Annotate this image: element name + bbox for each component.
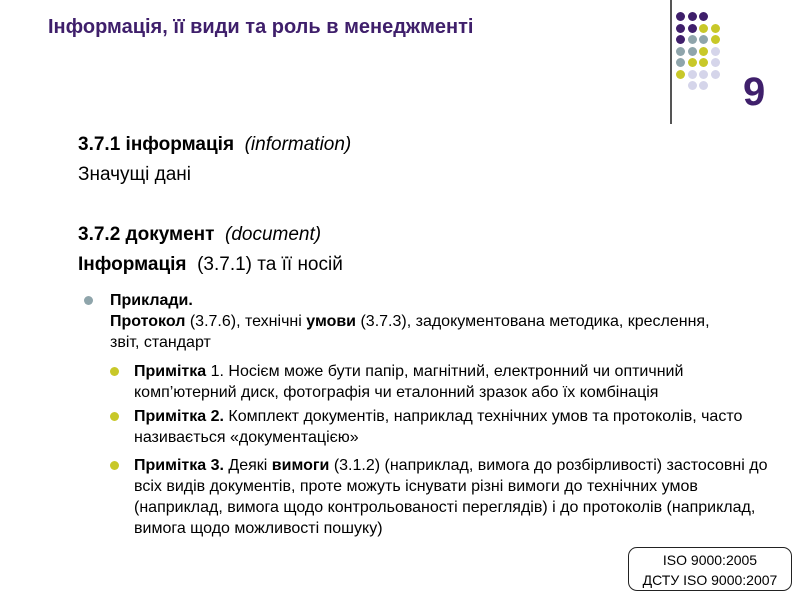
decor-dot	[688, 12, 697, 21]
note-2-label: Примітка 2.	[134, 408, 224, 425]
bullet-icon	[110, 412, 119, 421]
examples-bold-conditions: умови	[306, 313, 357, 330]
term2-english: (document)	[225, 224, 322, 245]
slide-title: Інформація, її види та роль в менеджменті	[48, 16, 474, 38]
decor-dot	[676, 12, 685, 21]
note-3-label: Примітка 3.	[134, 457, 224, 474]
note-item-1	[134, 361, 774, 403]
iso-line-1: ISO 9000:2005	[662, 552, 758, 568]
divider-line	[670, 0, 672, 124]
decor-dot	[699, 70, 708, 79]
decor-dot	[688, 35, 697, 44]
note-item-2	[134, 406, 774, 448]
decor-dot	[699, 81, 708, 90]
note-3-bold-word: вимоги	[271, 457, 330, 474]
term1-label: 3.7.1 інформація	[78, 134, 235, 155]
term2-label: 3.7.2 документ	[78, 224, 215, 245]
term1-heading	[78, 130, 778, 160]
decor-dot	[688, 81, 697, 90]
examples-bold-protocol: Протокол	[110, 313, 186, 330]
decor-dot	[711, 47, 720, 56]
decor-dot	[676, 70, 685, 79]
note-3-text: (3.1.2) (наприклад, вимога до розбірливості) застосовні до всіх видів документів, проте можуть існувати різні вимоги до технічних умов (наприклад, вимога щодо контрольованості переглядів) і до протоколів (наприклад, вимога щодо можливості пошуку)	[134, 457, 768, 537]
examples-text	[110, 311, 730, 353]
decor-dot	[676, 35, 685, 44]
decor-dot	[711, 70, 720, 79]
decor-dot	[699, 12, 708, 21]
examples-list-item	[110, 290, 730, 353]
decor-dot	[711, 35, 720, 44]
decor-dot	[688, 58, 697, 67]
term1-english: (information)	[244, 134, 352, 155]
decor-dot	[688, 70, 697, 79]
decor-dot	[699, 35, 708, 44]
decor-dot	[699, 24, 708, 33]
decor-dot	[711, 24, 720, 33]
note-1-number: 1.	[210, 363, 224, 380]
definitions	[78, 130, 778, 280]
examples-text-part1: (3.7.6), технічні	[189, 313, 302, 330]
examples-heading: Приклади.	[110, 292, 193, 309]
bullet-icon	[110, 367, 119, 376]
decor-dot	[688, 24, 697, 33]
decor-dot	[699, 58, 708, 67]
decor-dot	[676, 47, 685, 56]
term1-definition: Значущі дані	[78, 164, 192, 185]
term2-heading	[78, 220, 778, 250]
note-1-text: Носієм може бути папір, магнітний, електронний чи оптичний комп’ютерний диск, фотографія чи еталонний зразок або їх комбінація	[134, 363, 684, 401]
note-2-text: Комплект документів, наприклад технічних умов та протоколів, часто називається «документацією»	[134, 408, 743, 446]
decorative-dot-grid	[674, 10, 754, 110]
page-number: 9	[743, 70, 766, 114]
iso-line-2: ДСТУ ISO 9000:2007	[642, 572, 778, 588]
decor-dot	[699, 47, 708, 56]
term2-def-bold: Інформація	[78, 254, 187, 275]
note-item-3	[134, 455, 774, 539]
decor-dot	[676, 58, 685, 67]
bullet-icon	[110, 461, 119, 470]
decor-dot	[676, 24, 685, 33]
term2-definition	[78, 250, 778, 280]
standard-reference-box	[628, 547, 792, 591]
bullet-icon	[84, 296, 93, 305]
decor-dot	[711, 58, 720, 67]
note-1-label: Примітка	[134, 363, 207, 380]
term2-def-rest: (3.7.1) та її носій	[197, 254, 343, 275]
decor-dot	[688, 47, 697, 56]
examples-text-part2: (3.7.3), задокументована методика, креслення, звіт, стандарт	[110, 313, 710, 351]
note-3-pre: Деякі	[228, 457, 268, 474]
